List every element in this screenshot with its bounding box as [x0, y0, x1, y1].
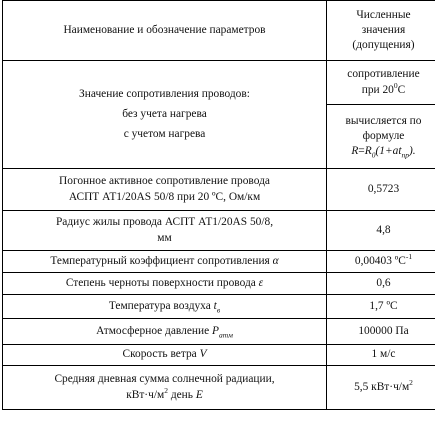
wind-label: Скорость ветра — [122, 348, 197, 361]
solar-value-sup: 2 — [409, 378, 413, 388]
resistance-value-2-line-1: вычисляется по — [345, 114, 422, 127]
solar-label-cell — [3, 366, 327, 410]
blackness-symbol: ε — [258, 276, 264, 289]
formula-r0-sub: 0 — [371, 150, 376, 160]
linear-resistance-label-line-2: АСПТ АТ1/20AS 50/8 при 20 ºС, Ом/км — [68, 190, 261, 203]
pressure-label: Атмосферное давление — [96, 324, 210, 337]
wind-value: 1 м/с — [327, 345, 435, 366]
solar-value: 5,5 кВт·ч/м — [354, 380, 410, 393]
resistance-value-1-sup: 0 — [393, 80, 398, 90]
temp-coeff-label-cell — [3, 251, 327, 273]
formula-t-sub: пр — [401, 150, 409, 160]
solar-unit: кВт·ч/м — [126, 388, 165, 401]
resistance-value-1-line-1: сопротивление — [347, 68, 420, 81]
solar-value-cell — [327, 366, 435, 410]
header-value-line-2: значения — [361, 23, 406, 36]
resistance-value-1-line-2 — [330, 80, 435, 98]
parameters-table — [2, 0, 435, 410]
header-parameter-name: Наименование и обозначение параметров — [63, 23, 266, 36]
resistance-value-1-text: при 20 — [361, 83, 394, 96]
temp-coeff-label: Температурный коэффициент сопротивления — [50, 254, 270, 267]
header-value-line-1: Численные — [356, 8, 411, 21]
header-value-line-3: (допущения) — [352, 39, 415, 52]
resistance-label-line-2: без учета нагрева — [122, 107, 207, 120]
resistance-formula — [330, 144, 435, 159]
resistance-value-1-unit: С — [397, 83, 406, 96]
air-temp-label-cell — [3, 295, 327, 319]
radius-value: 4,8 — [327, 211, 435, 251]
linear-resistance-value: 0,5723 — [327, 169, 435, 211]
blackness-row — [3, 273, 435, 295]
linear-resistance-label-line-1: Погонное активное сопротивление провода — [59, 175, 270, 188]
solar-row — [3, 366, 435, 410]
resistance-label-cell — [3, 61, 327, 169]
blackness-label-cell — [3, 273, 327, 295]
radius-label-line-1: Радиус жилы провода АСПТ АТ1/20AS 50/8, — [55, 216, 274, 229]
air-temp-row — [3, 295, 435, 319]
pressure-row — [3, 319, 435, 345]
resistance-value-cell-2 — [327, 105, 435, 169]
solar-symbol: E — [195, 388, 203, 401]
solar-label-line-1: Средняя дневная сумма солнечной радиации, — [54, 373, 275, 386]
header-parameter-cell — [3, 1, 327, 61]
formula-r: R — [351, 145, 359, 158]
temp-coeff-value-sup: -1 — [405, 252, 413, 262]
linear-resistance-row — [3, 169, 435, 211]
temp-coeff-row — [3, 251, 435, 273]
air-temp-symbol-sub: в — [216, 305, 221, 315]
wind-row — [3, 345, 435, 366]
temp-coeff-value-cell — [327, 251, 435, 273]
radius-row — [3, 211, 435, 251]
solar-unit-sup: 2 — [164, 385, 168, 395]
radius-label-line-2: мм — [157, 231, 172, 244]
resistance-value-cell-1 — [327, 61, 435, 105]
linear-resistance-label-cell — [3, 169, 327, 211]
resistance-value-2-line-2: формуле — [362, 129, 405, 142]
resistance-label-line-1: Значение сопротивления проводов: — [79, 87, 250, 100]
wind-label-cell — [3, 345, 327, 366]
solar-unit-day: день — [167, 388, 193, 401]
formula-open: (1+a — [375, 145, 399, 158]
air-temp-symbol: t — [213, 299, 217, 312]
formula-t: t — [398, 145, 402, 158]
pressure-symbol-sub: атм — [218, 330, 233, 340]
blackness-value: 0,6 — [327, 273, 435, 295]
pressure-value: 100000 Па — [327, 319, 435, 345]
wind-symbol: V — [199, 348, 207, 361]
formula-r0: R — [364, 145, 372, 158]
resistance-label-line-3: с учетом нагрева — [123, 128, 206, 141]
air-temp-label: Температура воздуха — [108, 299, 211, 312]
resistance-row-top — [3, 61, 435, 105]
pressure-label-cell — [3, 319, 327, 345]
formula-eq: = — [358, 145, 365, 158]
radius-label-cell — [3, 211, 327, 251]
temp-coeff-value: 0,00403 ºС — [354, 254, 406, 267]
air-temp-value: 1,7 ºС — [327, 295, 435, 319]
header-row — [3, 1, 435, 61]
solar-label-line-2 — [6, 385, 323, 403]
formula-close: ). — [409, 145, 416, 158]
pressure-symbol: P — [212, 324, 219, 337]
temp-coeff-symbol: α — [272, 254, 279, 267]
blackness-label: Степень черноты поверхности провода — [65, 276, 256, 289]
header-value-cell — [327, 1, 435, 61]
